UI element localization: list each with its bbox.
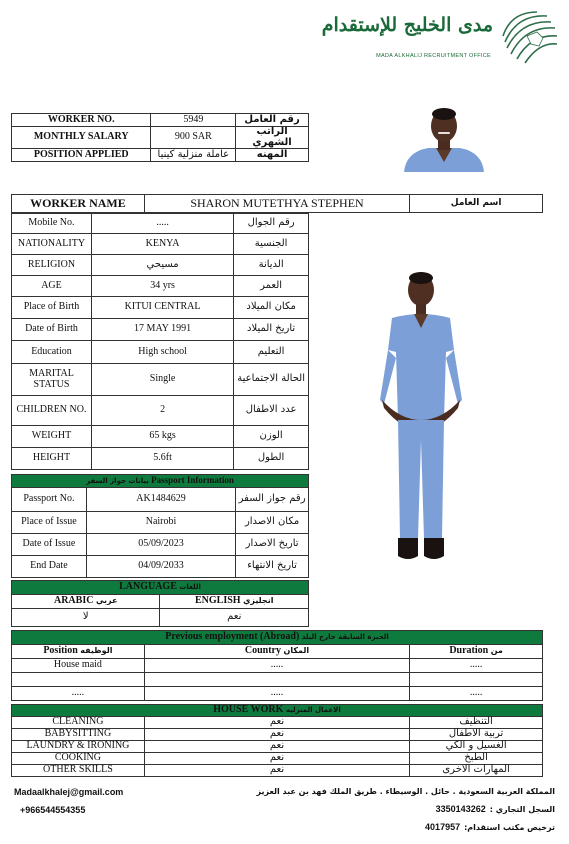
skill-label-ar: المهارات الاخرى [410, 765, 543, 777]
dob-value: 17 MAY 1991 [91, 319, 233, 341]
end-date-label: End Date [12, 556, 87, 578]
language-title-ar: اللغات [179, 583, 201, 592]
height-label: HEIGHT [12, 448, 92, 470]
salary-label-ar: الراتب الشهري [236, 127, 309, 149]
religion-value: مسيحي [91, 255, 233, 276]
country-cell: ..... [144, 659, 409, 673]
english-language-label: ENGLISH انجليزي [160, 595, 309, 609]
company-logo [271, 6, 561, 78]
country-cell: ..... [144, 687, 409, 701]
mobile-value: ..... [91, 214, 233, 234]
arabic-language-value: لا [12, 609, 160, 627]
passport-title: Passport Information [151, 475, 234, 486]
skill-row [12, 717, 543, 729]
worker-no-label: WORKER NO. [12, 114, 151, 127]
duration-cell [410, 673, 543, 687]
birthplace-label-ar: مكان الميلاد [234, 297, 309, 319]
arabic-language-label: ARABIC عربي [12, 595, 160, 609]
position-value: عاملة منزلية كينيا [151, 149, 236, 162]
weight-label-ar: الوزن [234, 426, 309, 448]
globe-logo-icon [497, 6, 561, 70]
previous-title-ar: الخبرة السابقة خارج البلد [301, 633, 389, 642]
birthplace-value: KITUI CENTRAL [91, 297, 233, 319]
skill-label-ar: الطبخ [410, 753, 543, 765]
children-label-ar: عدد الاطفال [234, 396, 309, 426]
nationality-value: KENYA [91, 234, 233, 255]
footer-commercial-register [436, 804, 555, 814]
detail-row [12, 297, 309, 319]
footer-email: Madaalkhalej@gmail.com [14, 787, 124, 797]
worker-name-table [11, 194, 543, 213]
education-label-ar: التعليم [234, 341, 309, 364]
skill-row [12, 765, 543, 777]
country-column-header: Country المكان [144, 645, 409, 659]
duration-cell: ..... [410, 687, 543, 701]
marital-label: MARITAL STATUS [12, 364, 92, 396]
nationality-label: NATIONALITY [12, 234, 92, 255]
detail-row [12, 396, 309, 426]
duration-column-header: Duration من [410, 645, 543, 659]
height-value: 5.6ft [91, 448, 233, 470]
weight-label: WEIGHT [12, 426, 92, 448]
license-label: ترخيص مكتب استقدام: [464, 822, 555, 832]
issue-date-label-ar: تاريخ الاصدار [236, 534, 309, 556]
children-label: CHILDREN NO. [12, 396, 92, 426]
license-number: 4017957 [425, 822, 461, 832]
salary-label: MONTHLY SALARY [12, 127, 151, 149]
religion-label: RELIGION [12, 255, 92, 276]
skill-value: نعم [144, 753, 409, 765]
end-date-label-ar: تاريخ الانتهاء [236, 556, 309, 578]
skill-label: LAUNDRY & IRONING [12, 741, 145, 753]
education-value: High school [91, 341, 233, 364]
logo-english-text: MADA ALKHALIJ RECRUITMENT OFFICE [376, 53, 491, 59]
passport-title-ar: بيانات جواز السفر [86, 477, 149, 486]
issue-place-label-ar: مكان الاصدار [236, 512, 309, 534]
detail-row [12, 364, 309, 396]
salary-value: 900 SAR [151, 127, 236, 149]
worker-no-label-ar: رقم العامل [236, 114, 309, 127]
position-cell [12, 673, 145, 687]
passport-row [12, 488, 309, 512]
end-date-value: 04/09/2033 [86, 556, 235, 578]
table-row [12, 659, 543, 673]
height-label-ar: الطول [234, 448, 309, 470]
age-label: AGE [12, 276, 92, 297]
worker-name-label: WORKER NAME [12, 195, 145, 213]
skill-value: نعم [144, 741, 409, 753]
house-work-title: HOUSE WORK [213, 704, 284, 716]
passport-row [12, 512, 309, 534]
passport-no-value: AK1484629 [86, 488, 235, 512]
header-table [11, 113, 309, 162]
passport-row [12, 534, 309, 556]
house-work-title-ar: الاعمال المنزليه [285, 706, 341, 715]
footer-license [425, 822, 555, 832]
previous-title: Previous employment (Abroad) [165, 631, 300, 643]
detail-row [12, 341, 309, 364]
english-language-value: نعم [160, 609, 309, 627]
position-cell: House maid [12, 659, 145, 673]
weight-value: 65 kgs [91, 426, 233, 448]
table-row [12, 673, 543, 687]
detail-row [12, 426, 309, 448]
logo-arabic-text: مدى الخليج للإستقدام [321, 14, 493, 36]
detail-row [12, 448, 309, 470]
salary-row [12, 127, 309, 149]
dob-label: Date of Birth [12, 319, 92, 341]
skill-value: نعم [144, 717, 409, 729]
passport-table [11, 474, 309, 578]
skill-label: CLEANING [12, 717, 145, 729]
age-label-ar: العمر [234, 276, 309, 297]
position-column-header: Position الوظيفه [12, 645, 145, 659]
worker-no-value: 5949 [151, 114, 236, 127]
passport-no-label-ar: رقم جواز السفر [236, 488, 309, 512]
passport-row [12, 556, 309, 578]
position-row [12, 149, 309, 162]
skill-label: OTHER SKILLS [12, 765, 145, 777]
skill-row [12, 741, 543, 753]
dob-label-ar: تاريخ الميلاد [234, 319, 309, 341]
children-value: 2 [91, 396, 233, 426]
issue-date-label: Date of Issue [12, 534, 87, 556]
skill-label-ar: التنظيف [410, 717, 543, 729]
worker-name-value: SHARON MUTETHYA STEPHEN [144, 195, 409, 213]
skill-label-ar: تربية الاطفال [410, 729, 543, 741]
commercial-register-label: السجل التجاري : [489, 804, 555, 814]
commercial-register-number: 3350143262 [435, 804, 486, 814]
footer-phone: +966544554355 [20, 805, 86, 815]
mobile-label: Mobile No. [12, 214, 92, 234]
worker-portrait-photo [398, 104, 490, 172]
detail-row [12, 214, 309, 234]
detail-row [12, 255, 309, 276]
language-section-header [12, 581, 309, 595]
age-value: 34 yrs [91, 276, 233, 297]
skill-label: BABYSITTING [12, 729, 145, 741]
skill-label-ar: الغسيل و الكي [410, 741, 543, 753]
education-label: Education [12, 341, 92, 364]
issue-place-value: Nairobi [86, 512, 235, 534]
detail-row [12, 276, 309, 297]
worker-no-row [12, 114, 309, 127]
skill-row [12, 753, 543, 765]
skill-value: نعم [144, 729, 409, 741]
language-title: LANGUAGE [119, 581, 177, 593]
table-row [12, 687, 543, 701]
house-work-table [11, 704, 543, 777]
nationality-label-ar: الجنسية [234, 234, 309, 255]
language-table [11, 580, 309, 627]
country-cell [144, 673, 409, 687]
previous-employment-header [12, 631, 543, 645]
worker-full-body-photo [370, 270, 472, 570]
marital-value: Single [91, 364, 233, 396]
house-work-header [12, 705, 543, 717]
issue-place-label: Place of Issue [12, 512, 87, 534]
worker-name-label-ar: اسم العامل [410, 195, 543, 213]
personal-details-table [11, 213, 309, 470]
skill-label: COOKING [12, 753, 145, 765]
marital-label-ar: الحالة الاجتماعية [234, 364, 309, 396]
position-label: POSITION APPLIED [12, 149, 151, 162]
passport-no-label: Passport No. [12, 488, 87, 512]
mobile-label-ar: رقم الجوال [234, 214, 309, 234]
footer-address: المملكة العربية السعودية . حائل . الوسيطاء . طريق الملك فهد بن عبد العزيز [256, 787, 555, 796]
previous-employment-table [11, 630, 543, 701]
issue-date-value: 05/09/2023 [86, 534, 235, 556]
birthplace-label: Place of Birth [12, 297, 92, 319]
duration-cell: ..... [410, 659, 543, 673]
position-label-ar: المهنه [236, 149, 309, 162]
religion-label-ar: الديانة [234, 255, 309, 276]
position-cell: ..... [12, 687, 145, 701]
detail-row [12, 319, 309, 341]
passport-section-header [12, 475, 309, 488]
skill-value: نعم [144, 765, 409, 777]
skill-row [12, 729, 543, 741]
detail-row [12, 234, 309, 255]
